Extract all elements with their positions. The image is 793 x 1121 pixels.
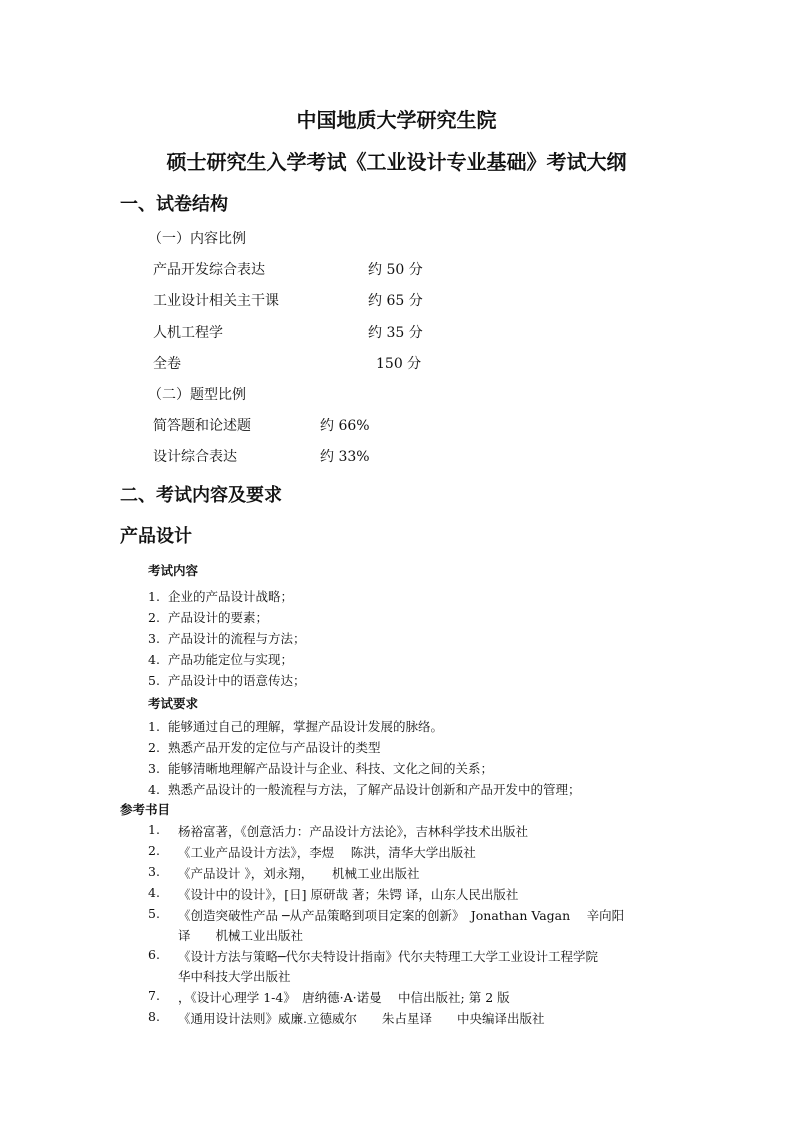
content-ratio-value: 约 65 分: [368, 293, 423, 309]
question-ratio-label: 设计综合表达: [153, 449, 237, 465]
reference-item: 5. 《创造突破性产品 ─从产品策略到项目定案的创新》 Jonathan Vagan 辛向阳 译 机械工业出版社: [148, 906, 625, 943]
reference-item: 7. ，《设计心理学 1-4》 唐纳德·A·诺曼 中信出版社; 第 2 版: [148, 988, 510, 1005]
section-heading-content: 二、考试内容及要求: [120, 485, 282, 506]
content-ratio-label: 人机工程学: [153, 325, 223, 341]
reference-item: 6. 《设计方法与策略─代尔夫特设计指南》代尔夫特理工大学工业设计工程学院 华中科技大学出版社: [148, 947, 599, 984]
list-item: 3. 产品设计的流程与方法；: [148, 631, 306, 646]
subject-heading: 产品设计: [120, 526, 192, 547]
question-ratio-value: 约 33%: [320, 449, 370, 465]
reference-item: 3. 《产品设计 》，刘永翔， 机械工业出版社: [148, 864, 420, 881]
content-ratio-value: 150 分: [376, 356, 422, 372]
content-ratio-label: 全卷: [153, 356, 181, 372]
list-item: 1. 企业的产品设计战略；: [148, 589, 294, 604]
content-ratio-label: 工业设计相关主干课: [153, 293, 279, 309]
list-item: 5. 产品设计中的语意传达；: [148, 673, 306, 688]
exam-content-heading: 考试内容: [148, 563, 199, 578]
question-ratio-heading: （二）题型比例: [148, 387, 246, 403]
reference-item: 8. 《通用设计法则》威廉.立德威尔 朱占星译 中央编译出版社: [148, 1009, 545, 1026]
section-heading-structure: 一、试卷结构: [120, 194, 228, 215]
content-ratio-value: 约 50 分: [368, 262, 423, 278]
content-ratio-label: 产品开发综合表达: [153, 262, 265, 278]
list-item: 4. 熟悉产品设计的一般流程与方法，了解产品设计创新和产品开发中的管理；: [148, 782, 581, 797]
document-title: 中国地质大学研究生院: [296, 108, 497, 132]
question-ratio-label: 简答题和论述题: [153, 418, 251, 434]
content-ratio-heading: （一）内容比例: [148, 231, 246, 247]
content-ratio-value: 约 35 分: [368, 325, 423, 341]
list-item: 2. 熟悉产品开发的定位与产品设计的类型: [148, 740, 381, 755]
list-item: 2. 产品设计的要素；: [148, 610, 269, 625]
reference-item: 1. 杨裕富著，《创意活力：产品设计方法论》，吉林科学技术出版社: [148, 822, 529, 839]
list-item: 1. 能够通过自己的理解，掌握产品设计发展的脉络。: [148, 719, 444, 734]
list-item: 3. 能够清晰地理解产品设计与企业、科技、文化之间的关系；: [148, 761, 494, 776]
list-item: 4. 产品功能定位与实现；: [148, 652, 294, 667]
document-subtitle: 硕士研究生入学考试《工业设计专业基础》考试大纲: [166, 150, 627, 174]
reference-item: 2. 《工业产品设计方法》，李煜 陈洪，清华大学出版社: [148, 843, 476, 860]
question-ratio-value: 约 66%: [320, 418, 370, 434]
references-heading: 参考书目: [120, 802, 171, 817]
reference-item: 4. 《设计中的设计》，[日] 原研哉 著；朱锷 译，山东人民出版社: [148, 885, 519, 902]
exam-requirements-heading: 考试要求: [148, 696, 199, 711]
